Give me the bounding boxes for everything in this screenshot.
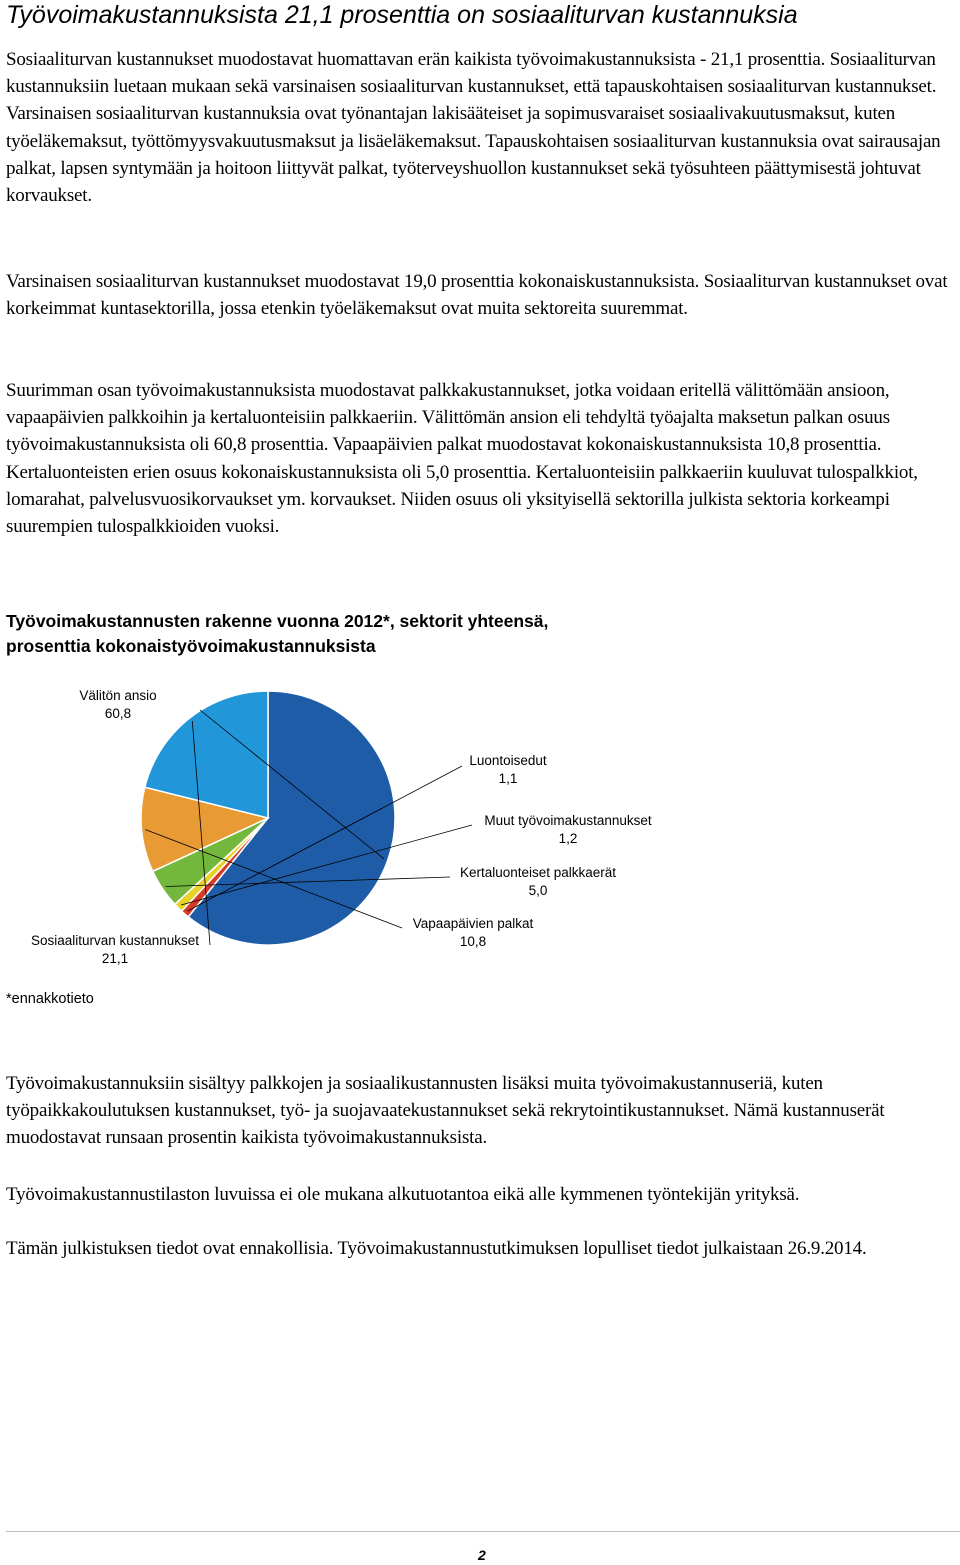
paragraph-social-security: Sosiaaliturvan kustannukset muodostavat huomattavan erän kaikista työvoimakustannuksista - 21,1 prosenttia. Sosiaaliturvan kustannuksiin luetaan mukaan sekä varsinaisen sosiaaliturvan kustannukset, että tapauskohtaisen sosiaaliturvan kustannukset. Varsinaisen sosiaaliturvan kustannuksia ovat työnantajan lakisääteiset ja sopimusvaraiset sosiaalivakuutusmaksut, kuten työeläkemaksut, työttömyysvakuutusmaksut ja lisäeläkemaksut. Tapauskohtaisen sosiaaliturvan kustannuksia ovat sairausajan palkat, lapsen syntymään ja hoitoon liittyvät palkat, työterveyshuollon kustannukset sekä työsuhteen päättymisestä johtuvat korvaukset. — [6, 49, 941, 207]
slice-value-v-lit-n-ansio: 60,8 — [104, 706, 132, 721]
slice-label-muut-ty-voimakustannukset: Muut työvoimakustannukset — [484, 813, 652, 828]
pie-chart — [0, 670, 700, 980]
chart-title-line-1: Työvoimakustannusten rakenne vuonna 2012*, sektorit yhteensä, — [6, 611, 549, 631]
slice-value-luontoisedut: 1,1 — [498, 771, 518, 786]
paragraph-wage-costs: Suurimman osan työvoimakustannuksista muodostavat palkkakustannukset, jotka voidaan eritellä välittömään ansioon, vapaapäivien palkkoihin ja kertaluonteisiin palkkaeriin. Välittömän ansion eli tehdyltä työajalta maksetun palkan osuus työvoimakustannuksista oli 60,8 prosenttia. Vapaapäivien palkat muodostavat kokonaiskustannuksista 10,8 prosenttia. Kertaluonteisten erien osuus kokonaiskustannuksista oli 5,0 prosenttia. Kertaluonteisiin palkkaeriin kuuluvat tulospalkkiot, lomarahat, palvelusvuosikorvaukset ym. korvaukset. Niiden osuus oli yksityisellä sektorilla julkista sektoria korkeampi suurempien tulospalkkioiden vuoksi. — [6, 380, 918, 538]
chart-title-line-2: prosenttia kokonaistyövoimakustannuksista — [6, 636, 376, 656]
slice-label-luontoisedut: Luontoisedut — [469, 753, 547, 768]
chart-title — [6, 609, 548, 659]
paragraph-basic-social-security: Varsinaisen sosiaaliturvan kustannukset muodostavat 19,0 prosenttia kokonaiskustannuksista. Sosiaaliturvan kustannukset ovat korkeimmat kuntasektorilla, jossa etenkin työeläkemaksut ovat muita sektoreita suuremmat. — [6, 271, 948, 320]
footnote: *ennakkotieto — [6, 991, 94, 1007]
page-heading: Työvoimakustannuksista 21,1 prosenttia on sosiaaliturvan kustannuksia — [6, 1, 798, 29]
paragraph-other-costs: Työvoimakustannuksiin sisältyy palkkojen ja sosiaalikustannusten lisäksi muita työvoimakustannuseriä, kuten työpaikkakoulutuksen kustannukset, työ- ja suojavaatekustannukset sekä rekrytointikustannukset. Nämä kustannuserät muodostavat runsaan prosentin kaikista työvoimakustannuksista. — [6, 1073, 885, 1149]
paragraph-preliminary: Tämän julkistuksen tiedot ovat ennakollisia. Työvoimakustannustutkimuksen lopulliset tiedot julkaistaan 26.9.2014. — [6, 1238, 867, 1259]
page-number: 2 — [478, 1547, 486, 1563]
slice-value-sosiaaliturvan-kustannukset: 21,1 — [101, 951, 129, 966]
slice-label-v-lit-n-ansio: Välitön ansio — [79, 688, 157, 703]
footer-rule — [6, 1531, 960, 1532]
paragraph-scope: Työvoimakustannustilaston luvuissa ei ole mukana alkutuotantoa eikä alle kymmenen työntekijän yrityksä. — [6, 1184, 800, 1205]
slice-value-vapaap-ivien-palkat: 10,8 — [459, 934, 487, 949]
slice-value-muut-ty-voimakustannukset: 1,2 — [558, 831, 578, 846]
slice-value-kertaluonteiset-palkkaer-t: 5,0 — [528, 883, 548, 898]
slice-label-sosiaaliturvan-kustannukset: Sosiaaliturvan kustannukset — [30, 933, 200, 948]
slice-label-vapaap-ivien-palkat: Vapaapäivien palkat — [412, 916, 534, 931]
slice-label-kertaluonteiset-palkkaer-t: Kertaluonteiset palkkaerät — [459, 865, 617, 880]
